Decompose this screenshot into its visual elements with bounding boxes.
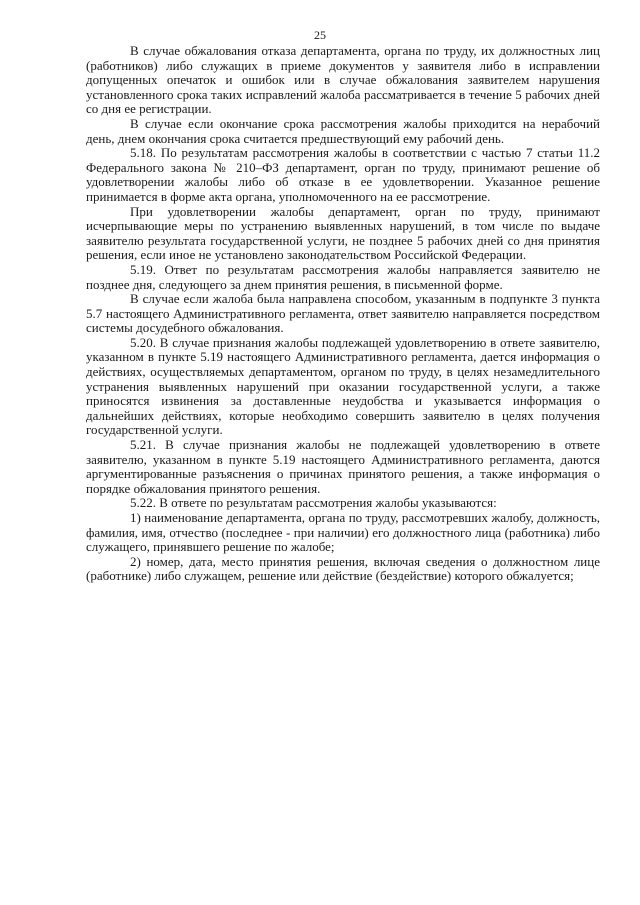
paragraph: 5.22. В ответе по результатам рассмотрения жалобы указываются: — [130, 495, 497, 511]
list-item: 1) наименование департамента, органа по труду, рассмотревших жалобу, должность, фамилия, имя, отчество (последнее - при наличии) его должностного лица (работника) либо служащего, принявшего решение по жалобе; — [86, 510, 600, 555]
page-number: 25 — [314, 28, 326, 42]
paragraph: 5.18. По результатам рассмотрения жалобы в соответствии с частью 7 статьи 11.2 Федерального закона № 210–ФЗ департамент, орган по труду, принимают решение об удовлетворении жалобы либо об отказе в ее удовлетворении. Указанное решение принимается в форме акта органа, уполномоченного на ее рассмотрение. — [86, 145, 600, 204]
paragraph: В случае если жалоба была направлена способом, указанным в подпункте 3 пункта 5.7 настоящего Административного регламента, ответ заявителю направляется посредством системы досудебного обжалования. — [86, 291, 600, 336]
paragraph: 5.19. Ответ по результатам рассмотрения жалобы направляется заявителю не позднее дня, следующего за днем принятия решения, в письменной форме. — [86, 261, 600, 292]
paragraph: В случае обжалования отказа департамента, органа по труду, их должностных лиц (работников) либо служащих в приеме документов у заявителя либо в исправлении допущенных опечаток и ошибок или в случае обжалования заявителем нарушения установленного срока таких исправлений жалоба рассматривается в течение 5 рабочих дней со дня ее регистрации. — [86, 43, 600, 117]
document-body — [86, 44, 600, 584]
list-item: 2) номер, дата, место принятия решения, включая сведения о должностном лице (работнике) либо служащем, решение или действие (бездействие) которого обжалуется; — [86, 553, 600, 584]
paragraph: 5.20. В случае признания жалобы подлежащей удовлетворению в ответе заявителю, указанном в пункте 5.19 настоящего Административного регламента, дается информация о действиях, осуществляемых департаментом, органом по труду, в целях незамедлительного устранения выявленных нарушений при оказании государственной услуги, а также приносятся извинения за доставленные неудобства и указывается информация о дальнейших действиях, которые необходимо совершить заявителю в целях получения государственной услуги. — [86, 334, 600, 438]
paragraph: В случае если окончание срока рассмотрения жалобы приходится на нерабочий день, днем окончания срока считается предшествующий ему рабочий день. — [86, 115, 600, 146]
paragraph: 5.21. В случае признания жалобы не подлежащей удовлетворению в ответе заявителю, указанном в пункте 5.19 настоящего Административного регламента, даются аргументированные разъяснения о причинах принятого решения, а также информация о порядке обжалования принятого решения. — [86, 437, 600, 496]
paragraph: При удовлетворении жалобы департамент, орган по труду, принимают исчерпывающие меры по устранению выявленных нарушений, в том числе по выдаче заявителю результата государственной услуги, не позднее 5 рабочих дней со дня принятия решения, если иное не установлено законодательством Российской Федерации. — [86, 203, 600, 263]
